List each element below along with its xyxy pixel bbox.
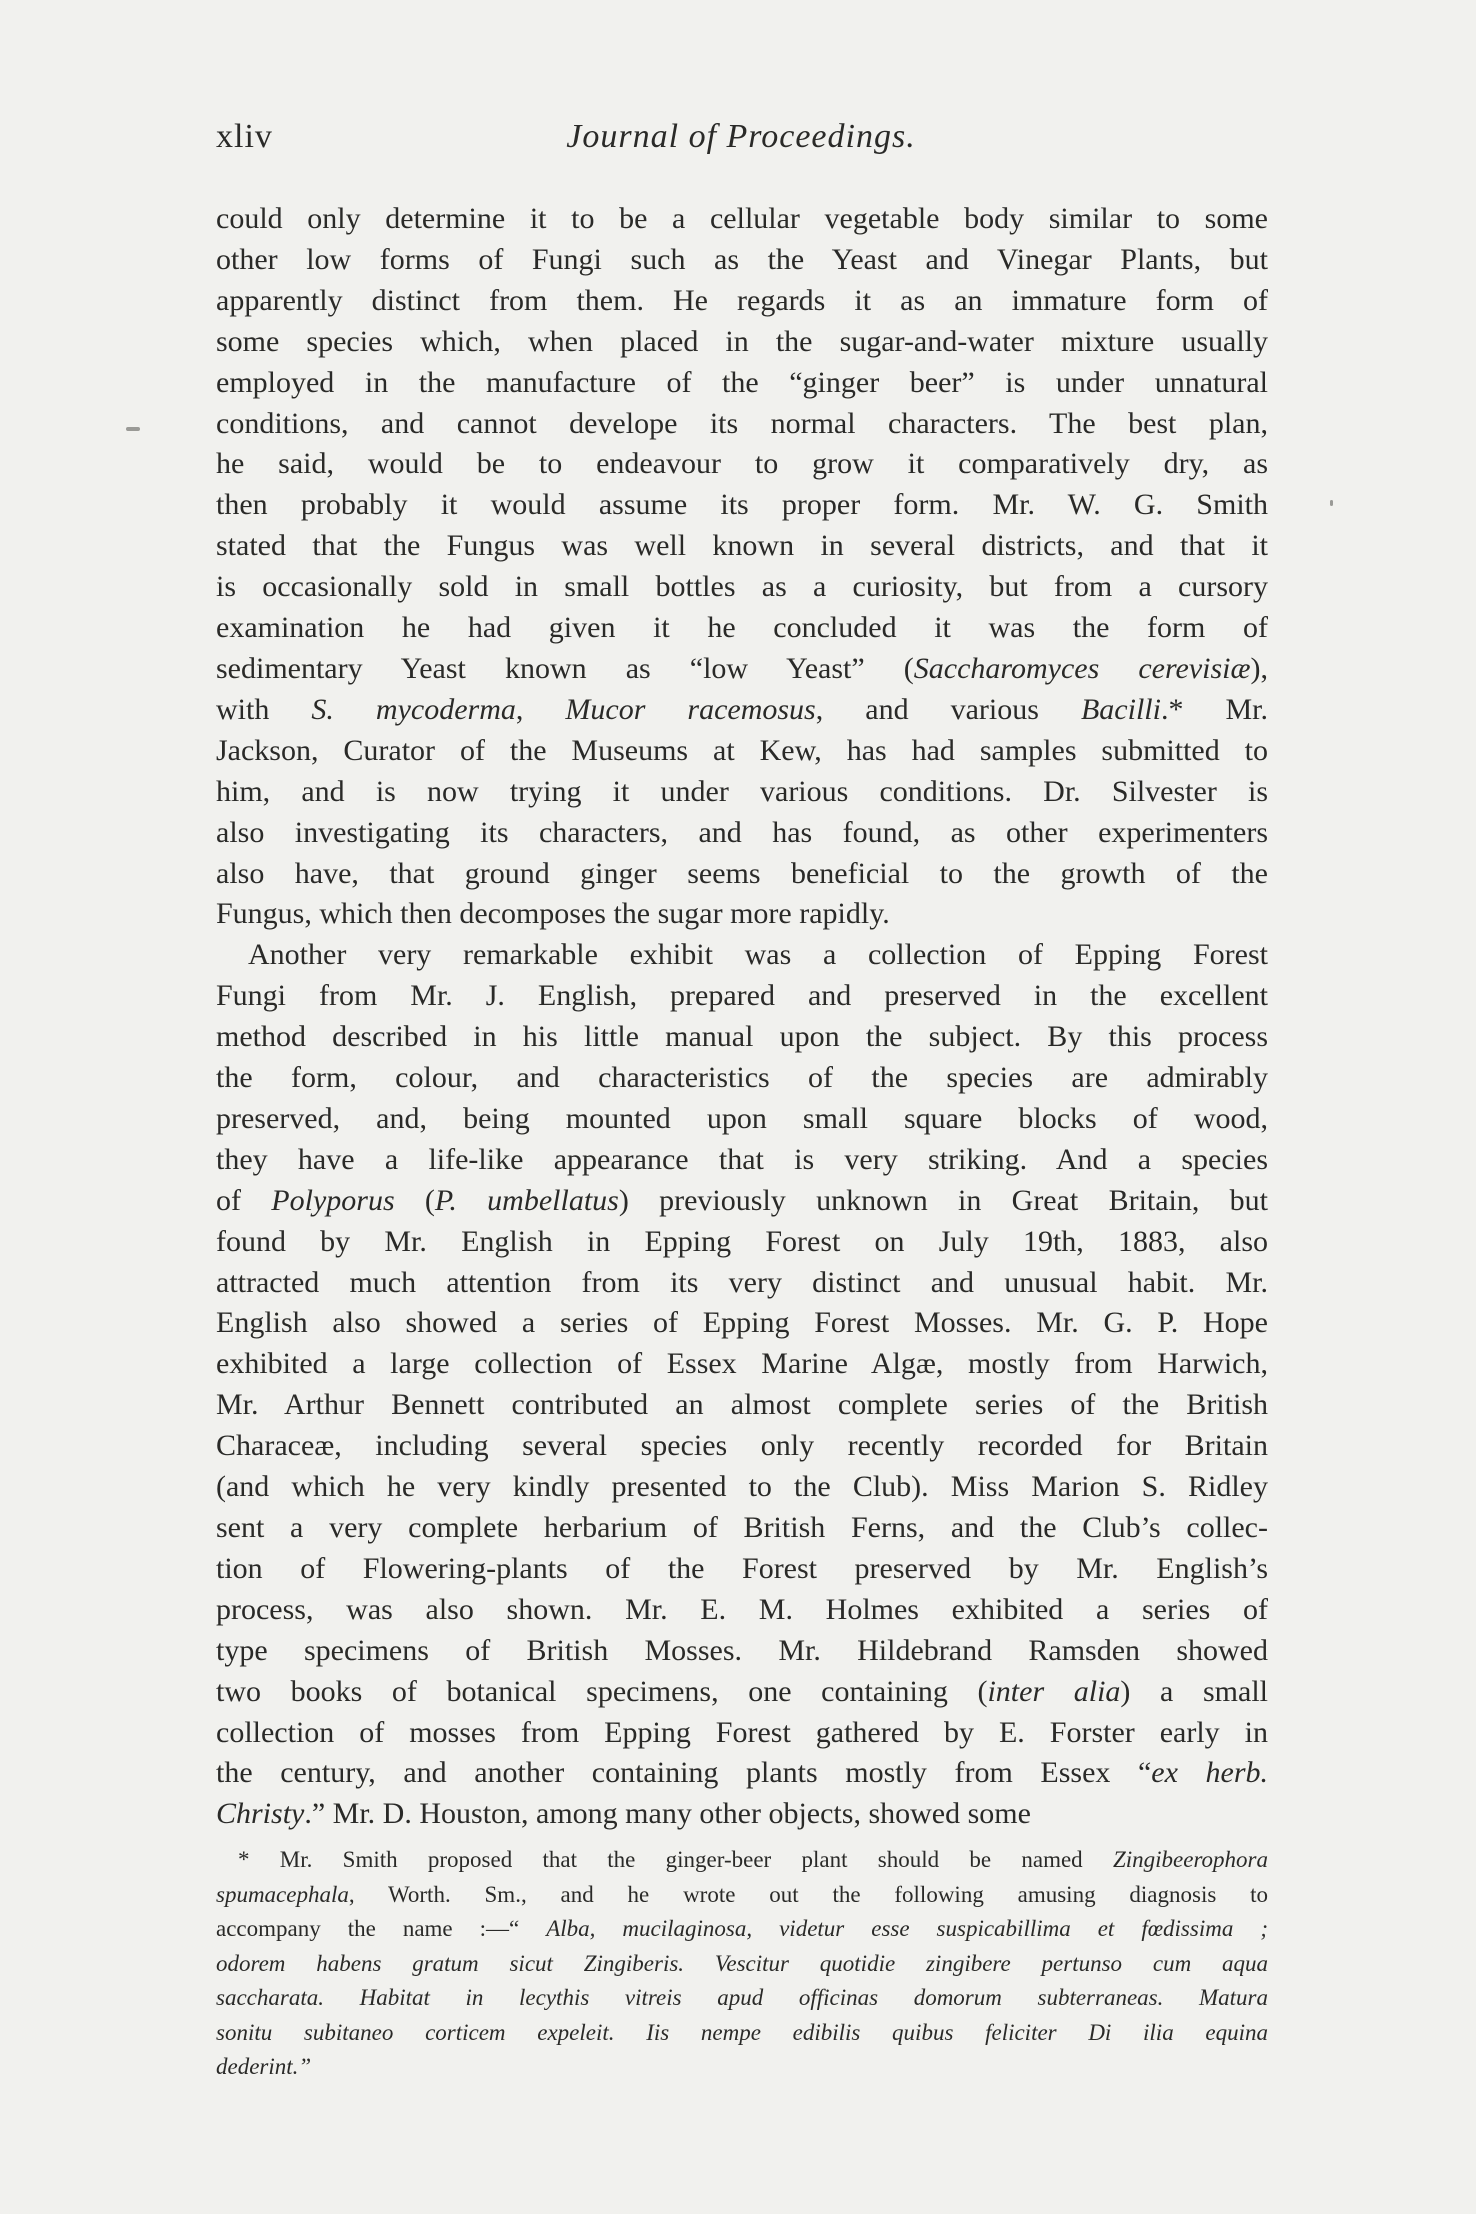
text-run: method described in his little manual upon the subject. By this process [216, 1020, 1268, 1054]
body-text [216, 199, 1268, 1835]
body-line [216, 1303, 1268, 1344]
page-number: xliv [216, 118, 273, 155]
body-line [216, 854, 1268, 895]
body-line [216, 649, 1268, 690]
text-run: (and which he very kindly presented to the Club). Miss Marion S. Ridley [216, 1470, 1268, 1504]
body-line [216, 526, 1268, 567]
text-run: preserved, and, being mounted upon small square blocks of wood, [216, 1101, 1268, 1135]
text-run: , and various [815, 692, 1081, 726]
footnote-line [216, 1843, 1268, 1878]
body-line [216, 1181, 1268, 1222]
body-line [216, 1344, 1268, 1385]
text-run: the form, colour, and characteristics of the species are admirably [216, 1061, 1268, 1095]
text-run: ) a small [1120, 1674, 1268, 1708]
text-run: ( [394, 1183, 435, 1217]
body-line [216, 1140, 1268, 1181]
italic-text: Saccharomyces cerevisiæ [913, 651, 1251, 685]
italic-text: inter alia [987, 1674, 1121, 1708]
margin-mark [126, 427, 140, 431]
body-line [216, 1753, 1268, 1794]
margin-mark [1330, 500, 1333, 506]
italic-text: ex herb. [1151, 1756, 1269, 1790]
footnote-line [216, 1981, 1268, 2016]
italic-text: odorem habens gratum sicut Zingiberis. Vescitur quotidie zingibere pertunso cum aqua [216, 1950, 1268, 1976]
body-line [216, 1263, 1268, 1304]
body-line [216, 1508, 1268, 1549]
text-run: of [216, 1183, 272, 1217]
page-header [216, 118, 1266, 178]
text-run: two books of botanical specimens, one containing ( [216, 1674, 988, 1708]
text-run: exhibited a large collection of Essex Marine Algæ, mostly from Harwich, [216, 1347, 1268, 1381]
body-line [216, 1794, 1268, 1835]
text-run: Characeæ, including several species only recently recorded for Britain [216, 1429, 1268, 1463]
body-line [216, 731, 1268, 772]
body-line [216, 1385, 1268, 1426]
text-run: process, was also shown. Mr. E. M. Holmes exhibited a series of [216, 1592, 1268, 1626]
text-run: also investigating its characters, and has found, as other experimenters [216, 815, 1268, 849]
body-line [216, 772, 1268, 813]
italic-text: Zingibeerophora [1112, 1847, 1268, 1872]
text-run: .* Mr. [1160, 692, 1268, 726]
text-run: , Worth. Sm., and he wrote out the following amusing diagnosis to [348, 1881, 1268, 1907]
text-run: Fungus, which then decomposes the sugar more rapidly. [216, 897, 890, 931]
body-line [216, 444, 1268, 485]
italic-text: Christy [216, 1797, 305, 1831]
text-run: is occasionally sold in small bottles as a curiosity, but from a cursory [216, 570, 1268, 604]
body-line [216, 1631, 1268, 1672]
text-run: ), [1250, 651, 1269, 685]
text-run: attracted much attention from its very distinct and unusual habit. Mr. [216, 1265, 1268, 1299]
italic-text: dederint.” [216, 2054, 312, 2079]
text-run: him, and is now trying it under various conditions. Dr. Silvester is [216, 774, 1268, 808]
text-run: collection of mosses from Epping Forest gathered by E. Forster early in [216, 1715, 1268, 1749]
text-run: Jackson, Curator of the Museums at Kew, has had samples submitted to [216, 733, 1268, 767]
body-line [216, 567, 1268, 608]
body-line [216, 1672, 1268, 1713]
body-line [216, 608, 1268, 649]
body-line [216, 1590, 1268, 1631]
text-run: some species which, when placed in the sugar-and-water mixture usually [216, 324, 1268, 358]
body-line [216, 240, 1268, 281]
body-line [216, 199, 1268, 240]
text-run: with [216, 692, 312, 726]
text-run: type specimens of British Mosses. Mr. Hildebrand Ramsden showed [216, 1633, 1268, 1667]
text-run: also have, that ground ginger seems beneficial to the growth of the [216, 856, 1268, 890]
text-run: sedimentary Yeast known as “low Yeast” ( [216, 651, 914, 685]
text-run: sent a very complete herbarium of British Ferns, and the Club’s collec- [216, 1511, 1268, 1544]
text-run: apparently distinct from them. He regards it as an immature form of [216, 283, 1268, 317]
footnote-line [216, 1947, 1268, 1982]
body-line [216, 1099, 1268, 1140]
italic-text: saccharata. Habitat in lecythis vitreis apud officinas domorum subterraneas. Matura [216, 1985, 1268, 2010]
italic-text: Mucor racemosus [565, 692, 816, 726]
footnote-line [216, 1912, 1268, 1947]
text-run: ) previously unknown in Great Britain, but [618, 1183, 1269, 1217]
text-run: accompany the name :—“ [216, 1916, 547, 1941]
body-line [216, 404, 1268, 445]
italic-text: S. mycoderma [311, 692, 516, 726]
italic-text: sonitu subitaneo corticem expeleit. Iis nempe edibilis quibus feliciter Di ilia equina [216, 2019, 1268, 2045]
text-run: tion of Flowering-plants of the Forest preserved by Mr. English’s [216, 1551, 1268, 1585]
body-line [216, 690, 1268, 731]
footnote-line [216, 2050, 1268, 2085]
text-run: * Mr. Smith proposed that the ginger-beer plant should be named [238, 1847, 1113, 1872]
text-run: he said, would be to endeavour to grow it comparatively dry, as [216, 447, 1268, 481]
text-run: stated that the Fungus was well known in several districts, and that it [216, 529, 1268, 563]
body-line [216, 1222, 1268, 1263]
text-run: found by Mr. English in Epping Forest on July 19th, 1883, also [216, 1224, 1268, 1258]
footnote-line [216, 2016, 1268, 2051]
footnote [216, 1843, 1268, 2085]
body-line [216, 813, 1268, 854]
body-line [216, 1549, 1268, 1590]
text-run: other low forms of Fungi such as the Yeast and Vinegar Plants, but [216, 242, 1268, 276]
body-line [216, 322, 1268, 363]
text-run: examination he had given it he concluded it was the form of [216, 611, 1268, 645]
body-line [216, 1426, 1268, 1467]
body-line [216, 894, 1268, 935]
text-run: Mr. Arthur Bennett contributed an almost complete series of the British [216, 1388, 1268, 1422]
text-run: the century, and another containing plants mostly from Essex “ [216, 1756, 1152, 1790]
italic-text: Alba, mucilaginosa, videtur esse suspicabillima et fœdissima ; [546, 1916, 1268, 1941]
italic-text: P. umbellatus [434, 1183, 619, 1217]
text-run: then probably it would assume its proper form. Mr. W. G. Smith [216, 488, 1268, 522]
running-head: Journal of Proceedings. [566, 118, 916, 155]
italic-text: spumacephala [216, 1881, 349, 1907]
italic-text: Polyporus [271, 1183, 395, 1217]
text-run: employed in the manufacture of the “ginger beer” is under unnatural [216, 365, 1268, 399]
body-line [216, 935, 1268, 976]
text-run: could only determine it to be a cellular vegetable body similar to some [216, 202, 1268, 235]
body-line [216, 363, 1268, 404]
body-line [216, 1058, 1268, 1099]
text-run: .” Mr. D. Houston, among many other objects, showed some [304, 1797, 1031, 1831]
footnote-line [216, 1878, 1268, 1913]
body-line [216, 1467, 1268, 1508]
text-run: Another very remarkable exhibit was a collection of Epping Forest [248, 938, 1268, 972]
text-run: conditions, and cannot develope its normal characters. The best plan, [216, 406, 1268, 440]
italic-text: Bacilli [1080, 692, 1161, 726]
body-line [216, 1713, 1268, 1754]
text-run: , [515, 692, 566, 726]
body-line [216, 281, 1268, 322]
text-run: Fungi from Mr. J. English, prepared and preserved in the excellent [216, 979, 1268, 1013]
body-line [216, 1017, 1268, 1058]
text-run: English also showed a series of Epping Forest Mosses. Mr. G. P. Hope [216, 1306, 1268, 1340]
text-run: they have a life-like appearance that is very striking. And a species [216, 1142, 1268, 1176]
body-line [216, 976, 1268, 1017]
body-line [216, 485, 1268, 526]
